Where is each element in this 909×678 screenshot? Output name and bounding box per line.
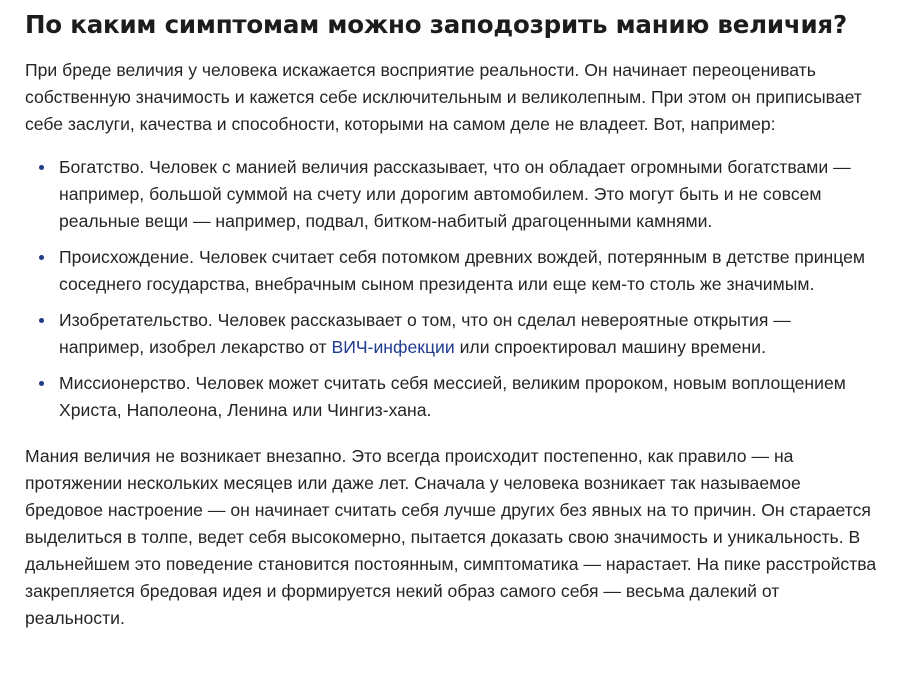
list-item-origin [25,244,879,298]
list-item-text: Миссионерство. Человек может считать себя мессией, великим пророком, новым воплощением Христа, Наполеона, Ленина или Чингиз-хана. [59,373,846,420]
bullet-icon [39,318,44,323]
bullet-icon [39,165,44,170]
list-item-text: Происхождение. Человек считает себя потомком древних вождей, потерянным в детстве принцем соседнего государства, внебрачным сыном президента или еще кем-то столь же значимым. [59,247,866,294]
list-item-invention [25,307,879,361]
article-heading: По каким симптомам можно заподозрить манию величия? [25,10,847,39]
list-item-wealth [25,154,879,235]
symptom-list [25,154,879,424]
bullet-icon [39,381,44,386]
bullet-icon [39,255,44,260]
list-item-text-after: или спроектировал машину времени. [454,337,766,357]
hiv-infection-link[interactable]: ВИЧ-инфекции [331,337,455,357]
outro-paragraph: Мания величия не возникает внезапно. Это всегда происходит постепенно, как правило — на протяжении нескольких месяцев или даже лет. Сначала у человека возникает так называемое бредовое настроение — он начинает считать себя лучше других без явных на то причин. Он старается выделиться в толпе, ведет себя высокомерно, пытается доказать свою значимость и уникальность. В дальнейшем это поведение становится постоянным, симптоматика — нарастает. На пике расстройства закрепляется бредовая идея и формируется некий образ самого себя — весьма далекий от реальности. [25,446,877,628]
list-item-text-before: Изобретательство. Человек рассказывает о том, что он сделал невероятные открытия — например, изобрел лекарство от [59,310,791,357]
intro-paragraph: При бреде величия у человека искажается восприятие реальности. Он начинает переоценивать собственную значимость и кажется себе исключительным и великолепным. При этом он приписывает себе заслуги, качества и способности, которыми на самом деле не владеет. Вот, например: [25,60,862,134]
list-item-missionary [25,370,879,424]
list-item-text: Богатство. Человек с манией величия рассказывает, что он обладает огромными богатствами — например, большой суммой на счету или дорогим автомобилем. Это могут быть и не совсем реальные вещи — например, подвал, битком-набитый драгоценными камнями. [59,157,851,231]
